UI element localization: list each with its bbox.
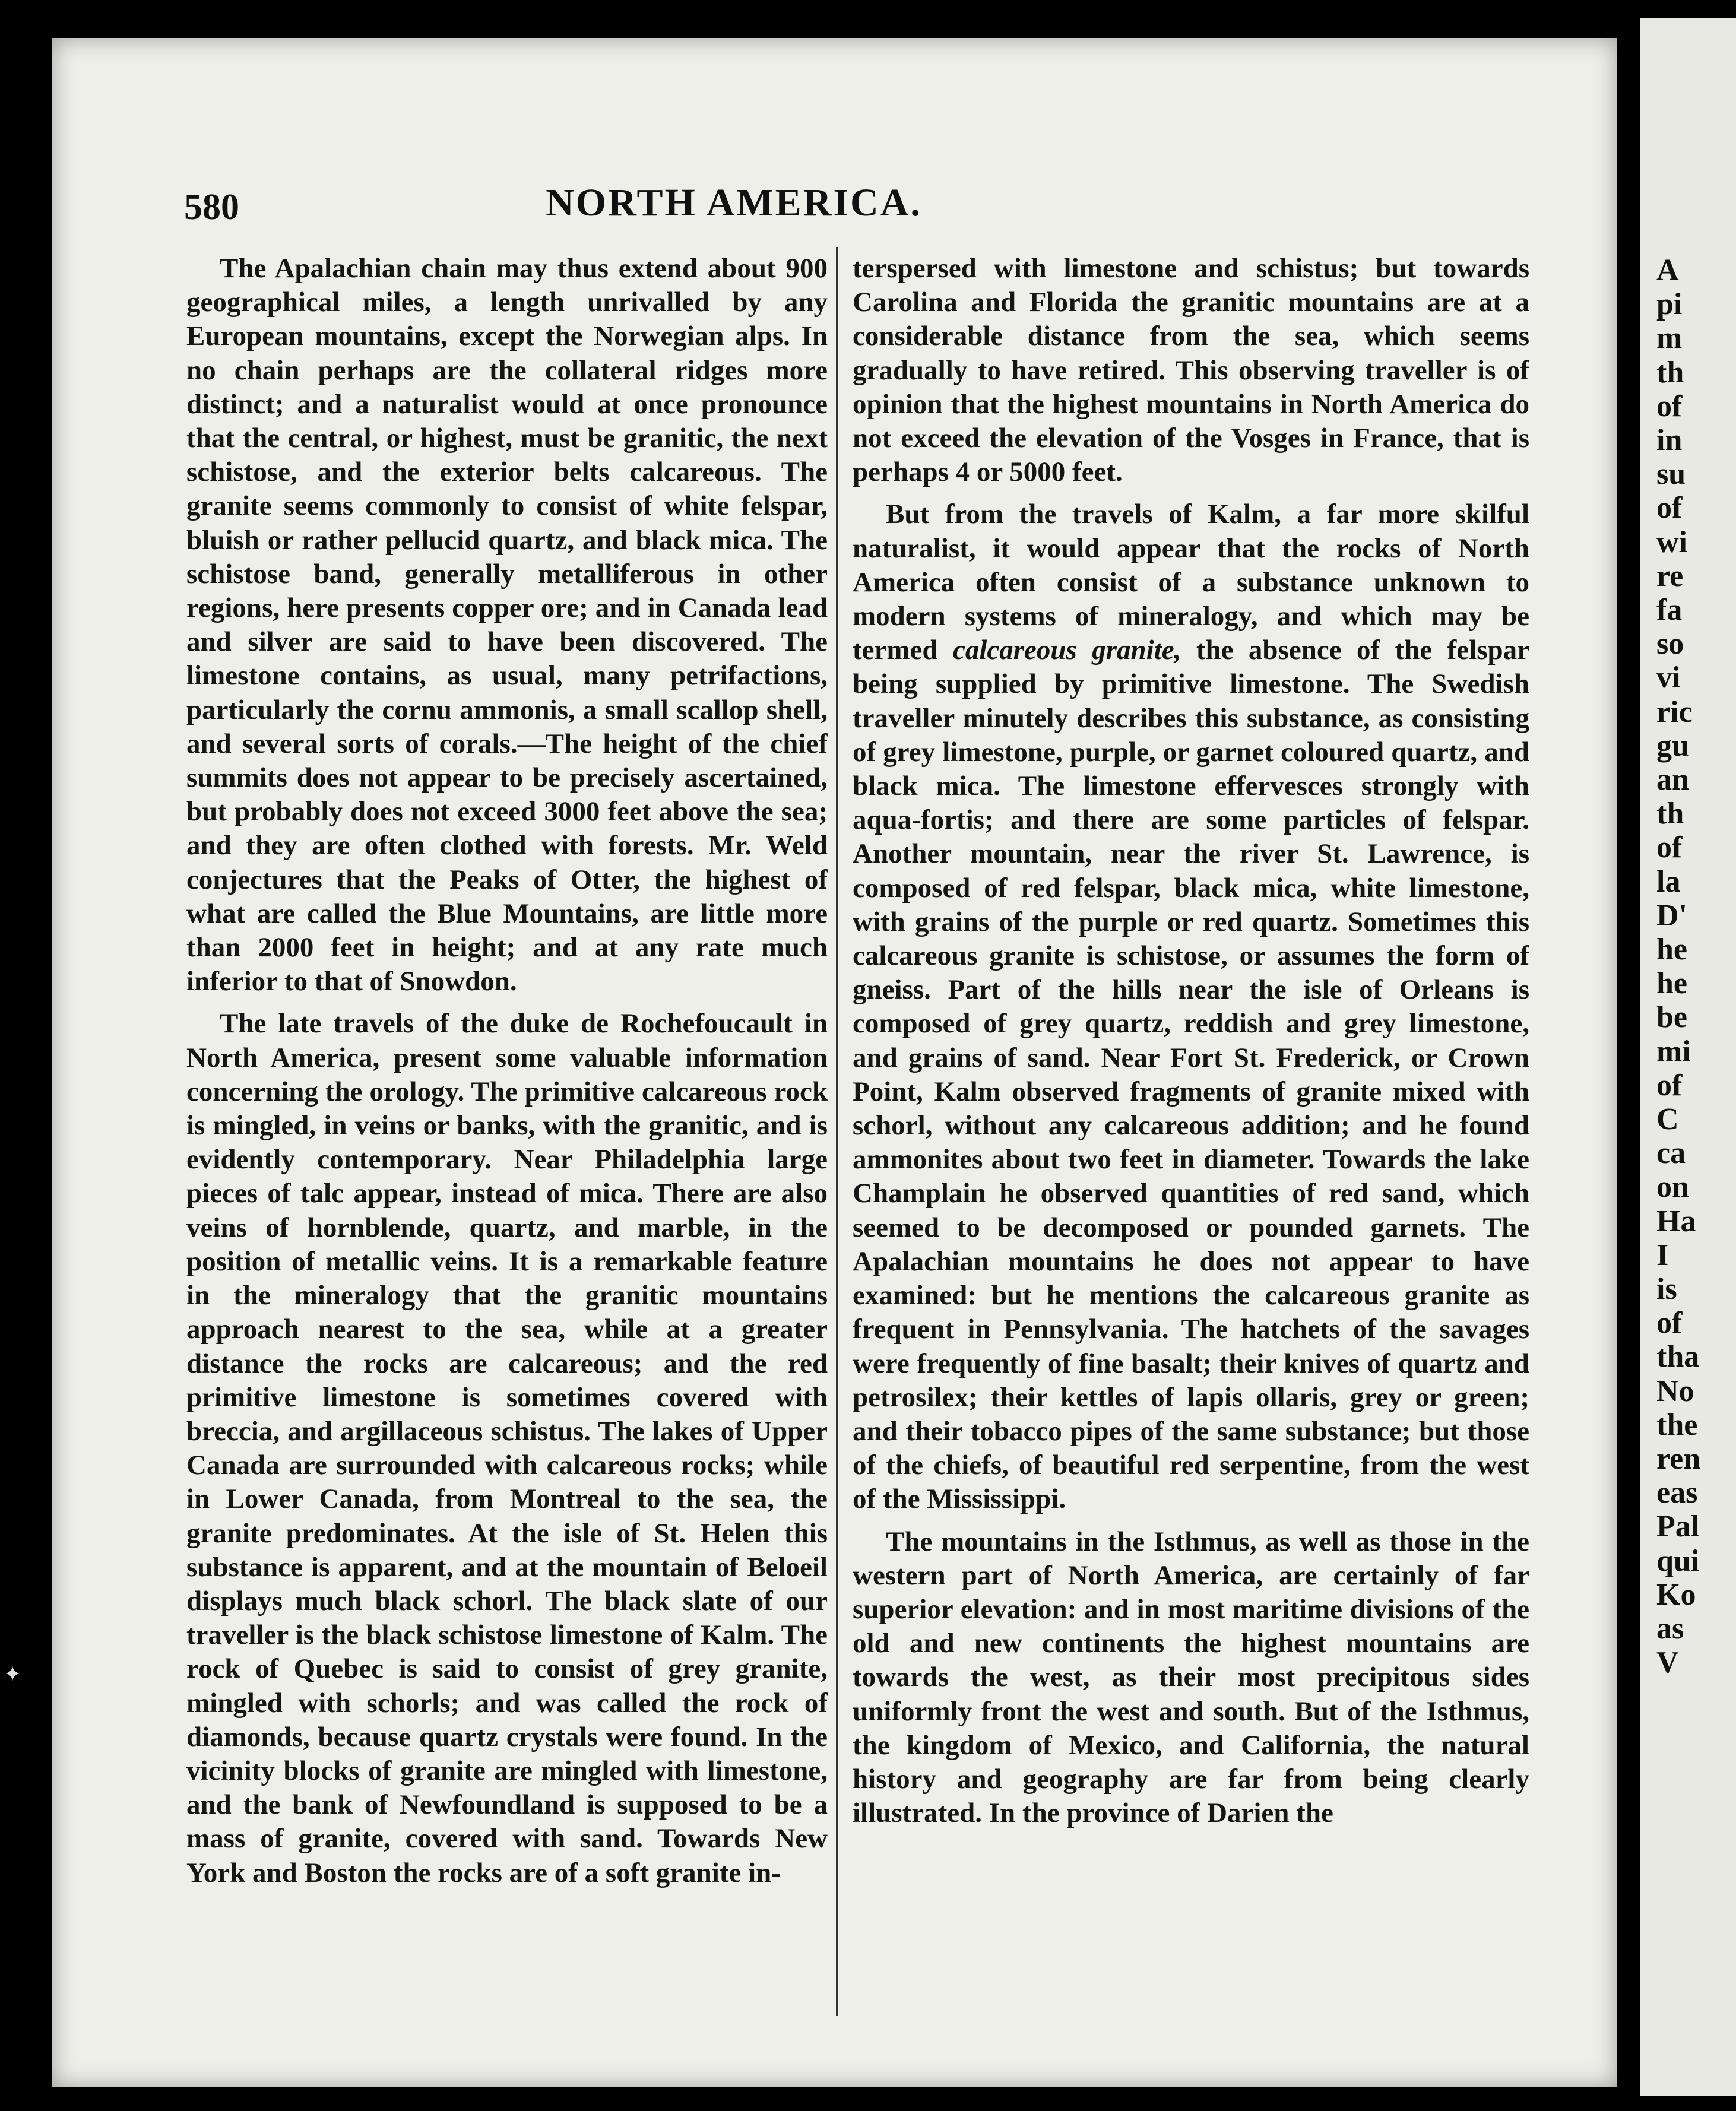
facing-page-fragment: re bbox=[1656, 559, 1684, 593]
paragraph-isthmus-mountains: The mountains in the Isthmus, as well as those in the western part of North America, are certainly of far superior elevation: and in most maritime divisions of the old and new continents the highest mountains are towards the west, as their most precipitous sides uniformly front the west and south. But of the Isthmus, the kingdom of Mexico, and California, the natural history and geography are far from being clearly illustrated. In the province of Darien the bbox=[853, 1526, 1529, 1829]
facing-page-fragment: tha bbox=[1656, 1340, 1700, 1374]
facing-page-fragment: I bbox=[1656, 1238, 1669, 1272]
facing-page-fragment: Ha bbox=[1656, 1204, 1696, 1238]
facing-page-fragment: so bbox=[1656, 627, 1684, 661]
paragraph-kalm-travels bbox=[853, 497, 1529, 1516]
facing-page-fragment: of bbox=[1656, 1306, 1683, 1340]
facing-page-fragment: the bbox=[1656, 1408, 1698, 1442]
facing-page-fragment: C bbox=[1656, 1102, 1679, 1136]
facing-page-edge bbox=[1640, 18, 1736, 2096]
facing-page-fragment: he bbox=[1656, 966, 1687, 1001]
facing-page-fragment: on bbox=[1656, 1170, 1689, 1205]
facing-page-fragment: qui bbox=[1656, 1543, 1700, 1578]
facing-page-fragment: ca bbox=[1656, 1136, 1686, 1171]
facing-page-fragment: vi bbox=[1656, 661, 1681, 695]
facing-page-fragment: la bbox=[1656, 864, 1681, 899]
facing-page-fragment: he bbox=[1656, 933, 1687, 966]
page-gutter bbox=[1617, 0, 1640, 2111]
facing-page-fragment: th bbox=[1656, 355, 1684, 389]
calcareous-granite-term: calcareous granite, bbox=[952, 635, 1181, 666]
paragraph-continuation: terspersed with limestone and schistus; but towards Carolina and Florida the granitic mountains are at a considerable distance from the sea, which seems gradually to have retired. This observing traveller is of opinion that the highest mountains in North America do not exceed the elevation of the Vosges in France, that is perhaps 4 or 5000 feet. bbox=[853, 253, 1529, 488]
book-page bbox=[52, 38, 1617, 2087]
facing-page-fragment: A bbox=[1656, 253, 1679, 287]
kalm-text-end: the absence of the felspar being supplied by primitive limestone. The Swedish traveller minutely describes this substance, as consisting of grey limestone, purple, or garnet coloured quartz, and black mica. The limestone effervesces strongly with aqua-fortis; and there are some particles of felspar. Another mountain, near the river St. Lawrence, is composed of red felspar, black mica, white limestone, with grains of the purple or red quartz. Sometimes this calcareous granite is schistose, or assumes the form of gneiss. Part of the hills near the isle of Orleans is composed of grey quartz, reddish and grey limestone, and grains of sand. Near Fort St. Frederick, or Crown Point, Kalm observed fragments of granite mixed with schorl, without any calcareous addition; and he found ammonites about two feet in diameter. Towards the lake Champlain he observed quantities of red sand, which seemed to be decomposed or pounded garnets. The Apalachian mountains he does not appear to have examined: but he mentions the calcareous granite as frequent in Pennsylvania. The hatchets of the savages were frequently of fine basalt; their knives of quartz and petrosilex; their kettles of lapis ollaris, grey or green; and their tobacco pipes of the same substance; but those of the chiefs, of beautiful red serpentine, from the west of the Mississippi. bbox=[853, 635, 1529, 1515]
facing-page-fragment: m bbox=[1656, 321, 1683, 356]
facing-page-fragment: of bbox=[1656, 389, 1683, 423]
facing-page-fragment: th bbox=[1656, 797, 1684, 831]
facing-page-fragment: eas bbox=[1656, 1476, 1698, 1510]
facing-page-fragment: pi bbox=[1656, 287, 1683, 322]
paragraph-apalachian-chain: The Apalachian chain may thus extend about 900 geographical miles, a length unrivalled by any European mountains, except the Norwegian alps. In no chain perhaps are the collateral ridges more distinct; and a naturalist would at once pronounce that the central, or highest, must be granitic, the next schistose, and the exterior belts calcareous. The granite seems commonly to consist of white felspar, bluish or rather pellucid quartz, and black mica. The schistose band, generally metalliferous in other regions, here presents copper ore; and in Canada lead and silver are said to have been discovered. The limestone contains, as usual, many petrifactions, particularly the cornu ammonis, a small scallop shell, and several sorts of corals.—The height of the chief summits does not appear to be precisely ascertained, but probably does not exceed 3000 feet above the sea; and they are often clothed with forests. Mr. Weld conjectures that the Peaks of Otter, the highest of what are called the Blue Mountains, are little more than 2000 feet in height; and at any rate much inferior to that of Snowdon. bbox=[186, 253, 828, 997]
facing-page-fragment: of bbox=[1656, 491, 1683, 525]
facing-page-fragment: D' bbox=[1656, 898, 1687, 933]
facing-page-fragment: wi bbox=[1656, 525, 1687, 559]
facing-page-fragment: an bbox=[1656, 763, 1689, 797]
facing-page-fragment: V bbox=[1656, 1646, 1679, 1680]
facing-page-fragment: Ko bbox=[1656, 1577, 1696, 1612]
facing-page-fragment: mi bbox=[1656, 1034, 1691, 1069]
facing-page-fragment: be bbox=[1656, 1000, 1687, 1035]
page-number: 580 bbox=[184, 187, 239, 227]
facing-page-fragment: No bbox=[1656, 1374, 1694, 1408]
facing-page-fragment: ric bbox=[1656, 695, 1693, 729]
facing-page-fragment: of bbox=[1656, 831, 1683, 865]
kalm-text-start: But from the travels of Kalm, a far more skilful naturalist, it would appear that the rocks of North America often consist of a substance unknown to modern systems of mineralogy, and which may be termed bbox=[853, 499, 1529, 666]
left-text-column bbox=[186, 252, 828, 2021]
facing-page-fragment: fa bbox=[1656, 593, 1683, 627]
column-divider bbox=[836, 247, 838, 2016]
right-text-column bbox=[853, 252, 1529, 2021]
facing-page-fragment: of bbox=[1656, 1068, 1683, 1102]
paragraph-rochefoucault-travels: The late travels of the duke de Rochefoucault in North America, present some valuable information concerning the orology. The primitive calcareous rock is mingled, in veins or banks, with the granitic, and is evidently contemporary. Near Philadelphia large pieces of talc appear, instead of mica. There are also veins of hornblende, quartz, and marble, in the position of metallic veins. It is a remarkable feature in the mineralogy that the granitic mountains approach nearest to the sea, while at a greater distance the rocks are calcareous; and the red primitive limestone is sometimes covered with breccia, and argillaceous schistus. The lakes of Upper Canada are surrounded with calcareous rocks; while in Lower Canada, from Montreal to the sea, the granite predominates. At the isle of St. Helen this substance is apparent, and at the mountain of Beloeil displays much black schorl. The black slate of our traveller is the black schistose limestone of Kalm. The rock of Quebec is said to consist of grey granite, mingled with schorls; and was called the rock of diamonds, because quartz crystals were found. In the vicinity blocks of granite are mingled with limestone, and the bank of Newfoundland is supposed to be a mass of granite, covered with sand. Towards New York and Boston the rocks are of a soft granite in- bbox=[186, 1008, 828, 1888]
facing-page-fragment: su bbox=[1656, 457, 1686, 492]
facing-page-fragment: as bbox=[1656, 1612, 1684, 1646]
scan-artifact-icon: ✦ bbox=[4, 1662, 22, 1687]
facing-page-fragment: gu bbox=[1656, 728, 1689, 763]
facing-page-fragment: is bbox=[1656, 1272, 1677, 1306]
facing-page-fragment: Pal bbox=[1656, 1510, 1700, 1544]
facing-page-fragment: ren bbox=[1656, 1442, 1701, 1476]
facing-page-fragment: in bbox=[1656, 423, 1683, 457]
running-title: NORTH AMERICA. bbox=[546, 181, 922, 224]
